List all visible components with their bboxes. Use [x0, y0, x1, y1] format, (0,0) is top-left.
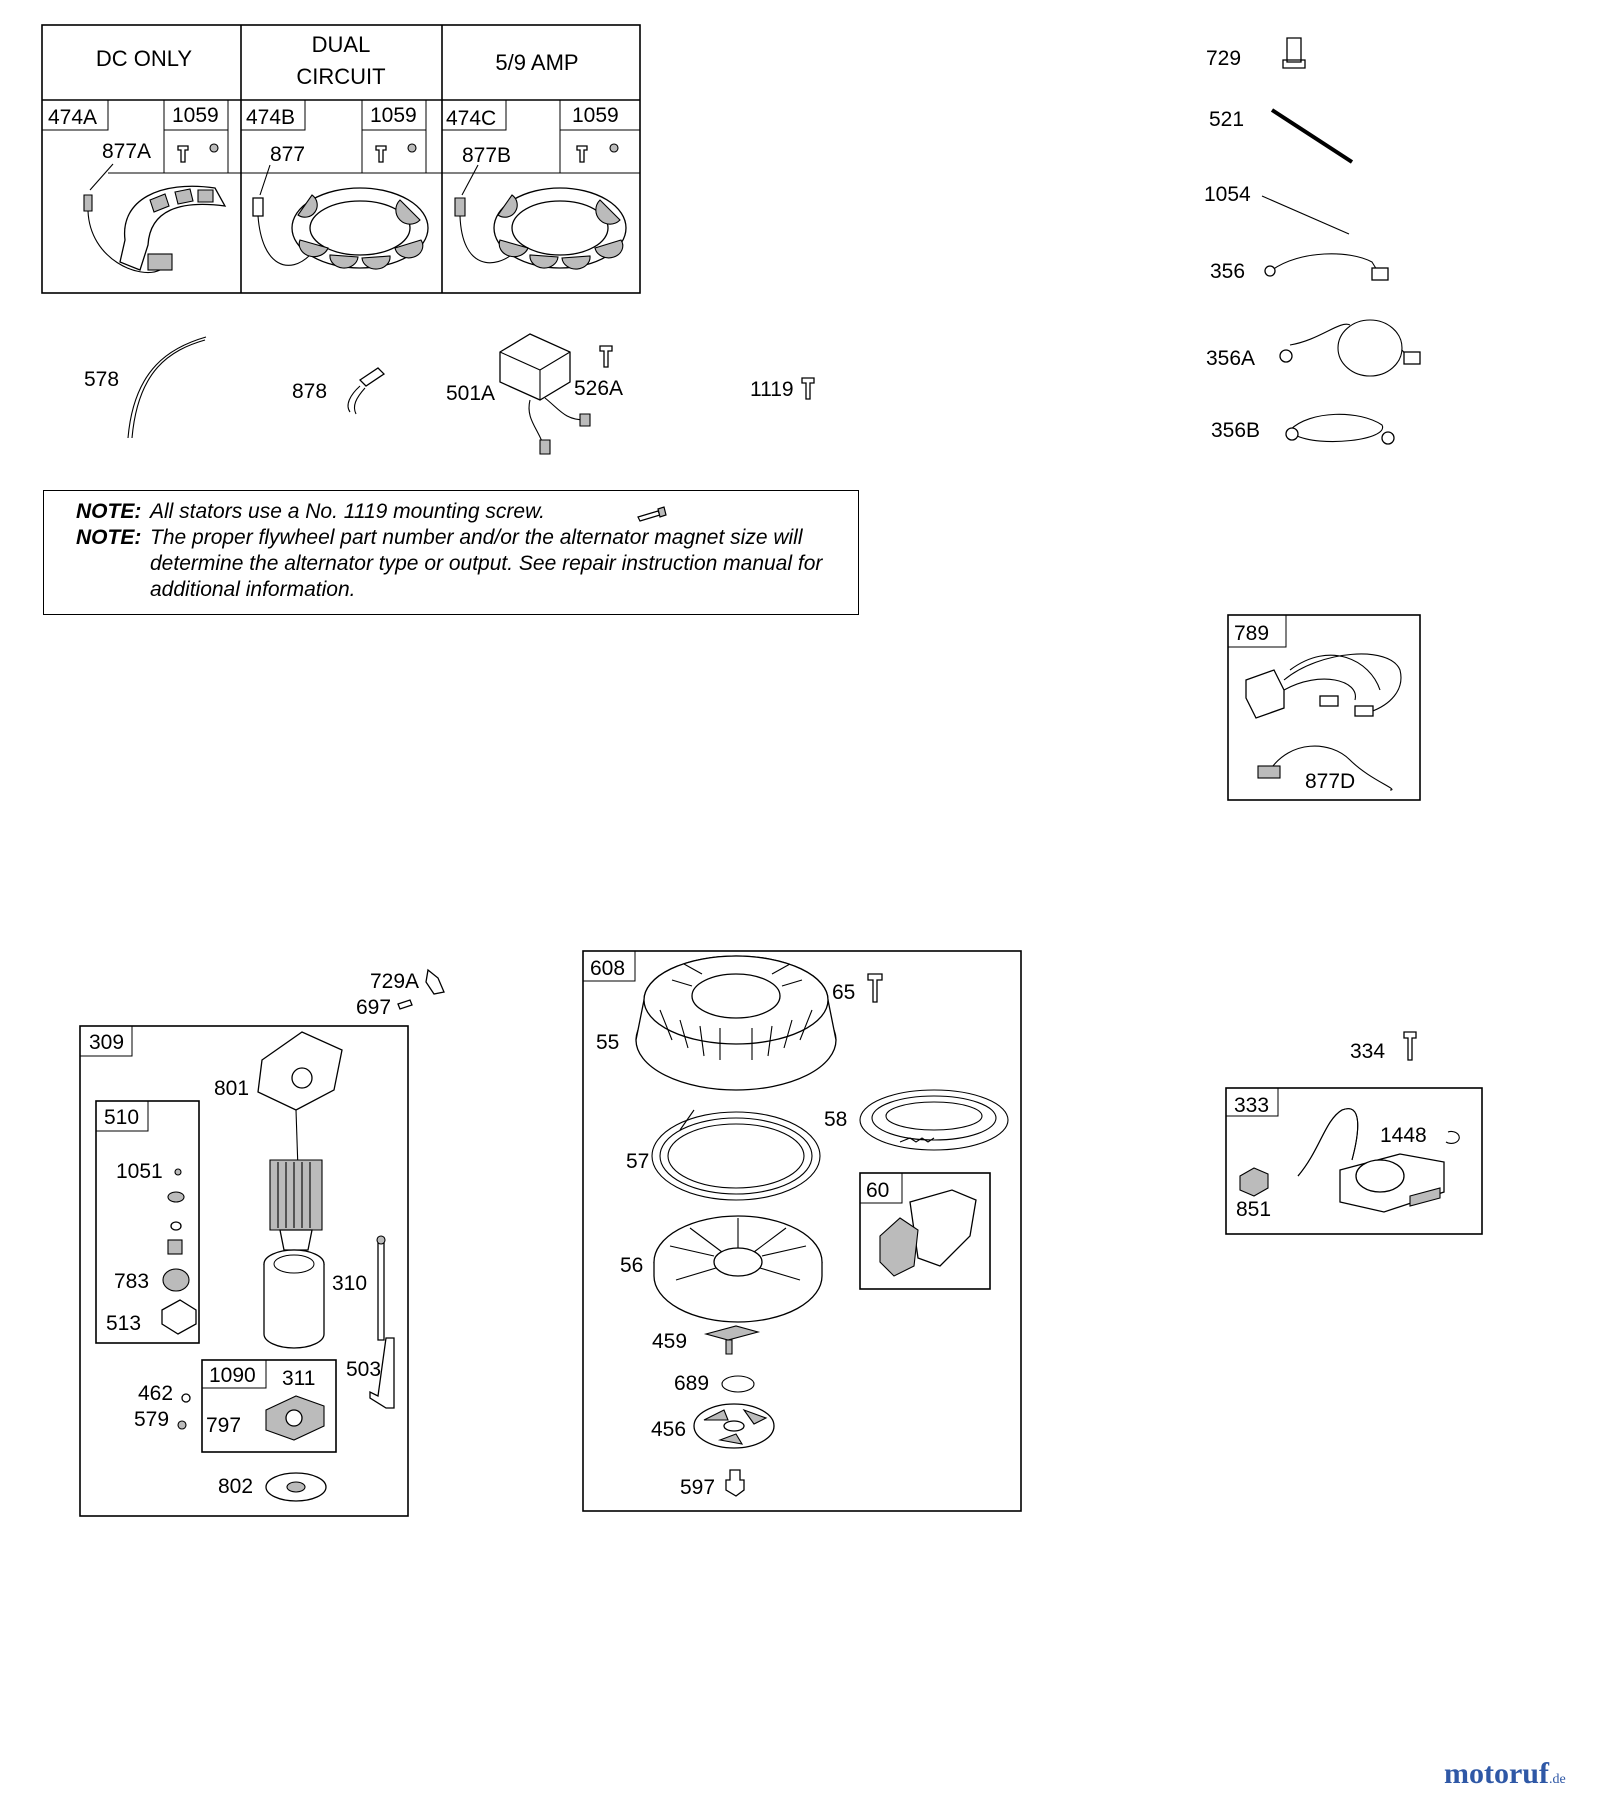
part-356: 356: [1210, 260, 1246, 283]
part-311: 311: [282, 1367, 316, 1390]
part-783: 783: [114, 1270, 150, 1293]
part-877b: 877B: [462, 144, 512, 167]
part-1051: 1051: [116, 1160, 163, 1183]
header-5-9-amp: 5/9 AMP: [495, 50, 579, 75]
note-text: All stators use a No. 1119 mounting screw.: [150, 500, 545, 523]
box-60: 60: [866, 1179, 890, 1202]
part-513: 513: [106, 1312, 142, 1335]
part-802: 802: [218, 1475, 254, 1498]
ratchet-icon: [694, 1404, 774, 1448]
part-57: 57: [626, 1150, 650, 1173]
part-851: 851: [1236, 1198, 1272, 1221]
screw-nut-icon: [178, 144, 618, 162]
part-877a: 877A: [102, 140, 152, 163]
part-579: 579: [134, 1408, 170, 1431]
part-797: 797: [206, 1414, 242, 1437]
rope-coil-icon: [652, 1110, 820, 1200]
part-877d: 877D: [1305, 770, 1356, 793]
watermark-name: motoruf: [1444, 1757, 1549, 1790]
note-mounting-screw: [76, 499, 858, 525]
watermark-suffix: .de: [1548, 1772, 1566, 1787]
part-356b: 356B: [1211, 419, 1261, 442]
box-510: 510: [104, 1106, 140, 1129]
screw-1059-c: 1059: [572, 104, 619, 127]
box-1090: 1090: [209, 1364, 256, 1387]
part-729: 729: [1206, 47, 1242, 70]
part-334: 334: [1350, 1040, 1386, 1063]
ignition-assembly: [1226, 1032, 1482, 1234]
screw-1059-b: 1059: [370, 104, 417, 127]
note-flywheel: [76, 525, 858, 603]
part-56: 56: [620, 1254, 644, 1277]
upper-parts: [84, 334, 814, 454]
part-58: 58: [824, 1108, 848, 1131]
kit-789: 789: [1234, 622, 1270, 645]
header-dc-only: DC ONLY: [95, 46, 193, 71]
part-597: 597: [680, 1476, 716, 1499]
part-1448: 1448: [1380, 1124, 1427, 1147]
part-689: 689: [674, 1372, 710, 1395]
part-310: 310: [332, 1272, 368, 1295]
part-1054: 1054: [1204, 183, 1251, 206]
part-1119: 1119: [750, 378, 794, 401]
harness-kit: [1228, 615, 1420, 800]
starter-housing-icon: [264, 1250, 324, 1348]
part-501a: 501A: [446, 382, 496, 405]
watermark-logo: [1444, 1757, 1566, 1791]
stator-5-9-amp-icon: [455, 165, 626, 269]
stator-dc-icon: [84, 164, 225, 273]
header-dual: DUAL: [311, 32, 371, 57]
note-label: NOTE:: [76, 500, 142, 523]
part-697: 697: [356, 996, 392, 1019]
rewind-starter-assembly: [583, 951, 1021, 1511]
armature-icon: [270, 1110, 322, 1250]
part-456: 456: [651, 1418, 687, 1441]
part-65: 65: [832, 981, 856, 1004]
right-parts: [1204, 38, 1420, 444]
part-578: 578: [84, 368, 120, 391]
stator-table: [42, 25, 640, 293]
part-356a: 356A: [1206, 347, 1256, 370]
part-801: 801: [214, 1077, 250, 1100]
part-526a: 526A: [574, 377, 624, 400]
screw-1059-a: 1059: [172, 104, 219, 127]
box-608: 608: [590, 957, 626, 980]
part-521: 521: [1209, 108, 1245, 131]
part-462: 462: [138, 1382, 174, 1405]
box-309: 309: [89, 1031, 125, 1054]
starter-assembly: [80, 970, 444, 1516]
blower-housing-icon: [636, 956, 836, 1090]
note-label: NOTE:: [76, 526, 142, 549]
note-text: The proper flywheel part number and/or the alternator magnet size will determine the alternator type or output. See repair instruction manual for additional information.: [150, 526, 823, 601]
part-503: 503: [346, 1358, 382, 1381]
pulley-icon: [654, 1216, 822, 1322]
box-333: 333: [1234, 1094, 1270, 1117]
part-459: 459: [652, 1330, 688, 1353]
kit-474b: 474B: [246, 106, 296, 129]
kit-474a: 474A: [48, 106, 98, 129]
part-878: 878: [292, 380, 328, 403]
part-729a: 729A: [370, 970, 420, 993]
kit-474c: 474C: [446, 107, 497, 130]
part-877: 877: [270, 143, 306, 166]
screw-icon: [634, 505, 674, 525]
rewind-spring-icon: [860, 1090, 1008, 1150]
stator-dual-icon: [253, 165, 428, 269]
part-55: 55: [596, 1031, 620, 1054]
note-box: [43, 490, 859, 615]
header-circuit: CIRCUIT: [296, 64, 386, 89]
